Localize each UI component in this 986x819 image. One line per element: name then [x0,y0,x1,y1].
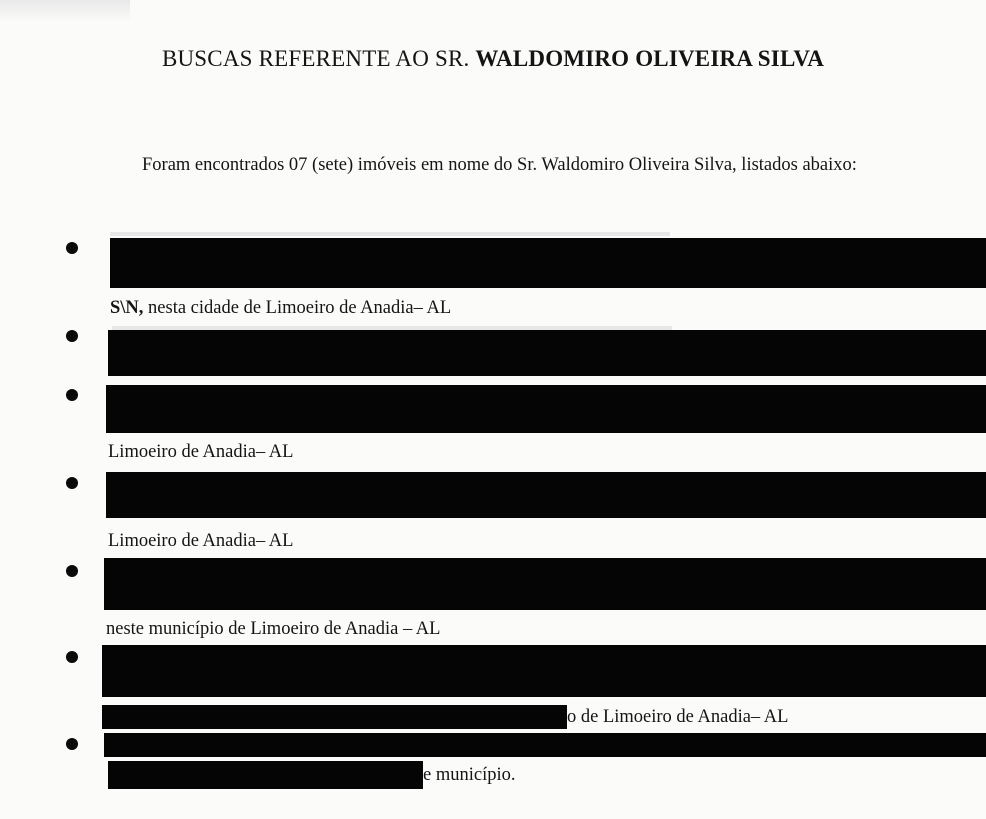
list-item-text-line: neste município de Limoeiro de Anadia – AL [106,619,441,639]
redaction-bar [110,238,986,288]
document-title [0,46,986,72]
redaction-bar [106,472,986,518]
list-item-text [108,530,293,552]
list-item-text-line: nesta cidade de Limoeiro de Anadia– AL [143,298,452,318]
list-item-bold-text: S\N, [110,298,144,318]
list-item-text [106,618,440,640]
redaction-bar [108,761,423,789]
list-item-text-line: Limoeiro de Anadia– AL [108,442,294,462]
list-item-text-line: Limoeiro de Anadia– AL [108,531,294,551]
redaction-bar [104,733,986,757]
list-bullet [66,565,78,577]
redaction-bar [108,330,986,376]
redaction-bar [102,645,986,697]
page-corner-shadow [0,0,130,22]
list-bullet [66,477,78,489]
list-bullet [66,738,78,750]
redaction-bleed [110,232,670,236]
title-prefix: BUSCAS REFERENTE AO SR. [161,46,470,71]
list-bullet [66,242,78,254]
list-item-text [423,764,515,786]
redaction-bar [102,705,567,729]
list-item-text-line: e município. [423,765,516,785]
intro-paragraph: Foram encontrados 07 (sete) imóveis em nome do Sr. Waldomiro Oliveira Silva, listados abaixo: [142,155,857,175]
list-item-text [108,441,293,463]
redaction-bar [104,558,986,610]
list-bullet [66,330,78,342]
redaction-bar [106,385,986,433]
list-item-text-line: o de Limoeiro de Anadia– AL [567,707,789,727]
list-bullet [66,389,78,401]
list-item-text [567,706,788,728]
list-bullet [66,651,78,663]
list-item-text [110,297,451,319]
title-name: WALDOMIRO OLIVEIRA SILVA [475,46,825,71]
